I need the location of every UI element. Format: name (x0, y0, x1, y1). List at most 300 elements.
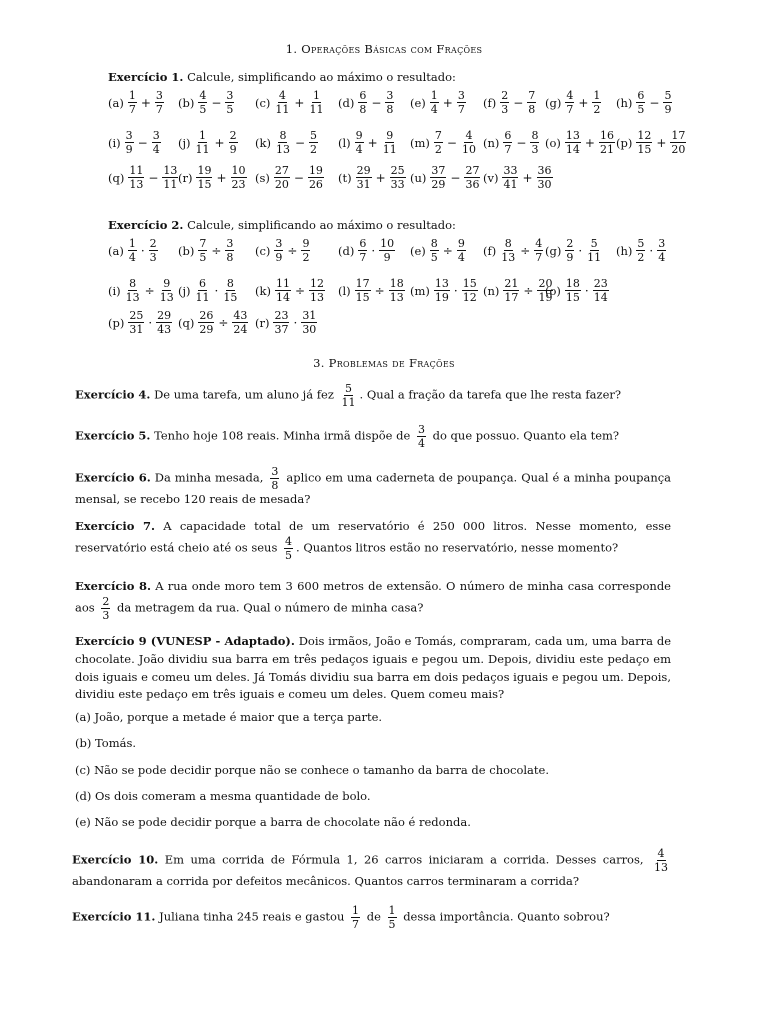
item-label: (d) (338, 95, 355, 110)
fraction (599, 130, 615, 155)
fraction (356, 165, 372, 190)
exercise-7-text-1: A capacidade total de um reservatório é 250 000 litros. Nesse momento, esse reservatório está cheio até os seus (75, 519, 672, 555)
exercise-4-text-2: . Qual a fração da tarefa que lhe resta fazer? (359, 387, 622, 402)
fraction (309, 130, 318, 155)
exercise-11-text-3: dessa importância. Quanto sobrou? (403, 909, 610, 924)
operator: + (578, 95, 589, 110)
numerator: 29 (157, 309, 172, 322)
fraction (636, 130, 652, 155)
denominator: 4 (128, 251, 136, 264)
operator: + (214, 135, 225, 150)
operator: + (656, 135, 667, 150)
numerator: 1 (312, 89, 320, 102)
item-label: (b) (178, 95, 195, 110)
numerator: 3 (417, 423, 425, 436)
denominator: 15 (355, 291, 370, 304)
fraction (657, 238, 666, 263)
fraction (284, 536, 293, 561)
numerator: 29 (356, 164, 371, 177)
numerator: 10 (380, 237, 395, 250)
numerator: 3 (386, 89, 394, 102)
item-label: (f) (483, 95, 497, 110)
exercise-9-option-e: (e) Não se pode decidir porque a barra de chocolate não é redonda. (75, 815, 471, 829)
operator: + (375, 170, 386, 185)
fraction-exercise-item (410, 90, 467, 115)
numerator: 18 (565, 277, 580, 290)
numerator: 3 (271, 465, 279, 478)
operator: − (516, 135, 527, 150)
operator: · (371, 243, 376, 258)
denominator: 9 (125, 143, 133, 156)
operator: · (578, 243, 583, 258)
fraction (461, 130, 477, 155)
item-label: (g) (545, 95, 562, 110)
fraction (388, 905, 397, 930)
denominator: 15 (565, 291, 580, 304)
denominator: 11 (587, 251, 602, 264)
denominator: 9 (566, 251, 574, 264)
numerator: 6 (637, 89, 645, 102)
fraction (417, 424, 426, 449)
denominator: 8 (359, 103, 367, 116)
operator: + (140, 95, 151, 110)
denominator: 30 (537, 178, 552, 191)
fraction-exercise-item (255, 278, 326, 303)
item-label: (c) (255, 243, 271, 258)
denominator: 4 (417, 437, 425, 450)
fraction (275, 130, 291, 155)
exercise-10-label: Exercício 10. (72, 852, 159, 867)
item-label: (p) (108, 315, 125, 330)
fraction-exercise-item (410, 278, 479, 303)
fraction (198, 310, 214, 335)
numerator: 4 (465, 129, 473, 142)
fraction (430, 90, 439, 115)
denominator: 7 (359, 251, 367, 264)
numerator: 5 (637, 237, 645, 250)
numerator: 25 (390, 164, 405, 177)
numerator: 1 (352, 904, 360, 917)
numerator: 4 (566, 89, 574, 102)
numerator: 3 (152, 129, 160, 142)
item-label: (d) (338, 243, 355, 258)
item-label: (g) (545, 243, 562, 258)
operator: · (584, 283, 589, 298)
exercise-2-label: Exercício 2. (108, 218, 184, 232)
denominator: 33 (390, 178, 405, 191)
fraction-exercise-item (545, 90, 602, 115)
denominator: 31 (356, 178, 371, 191)
fraction (565, 90, 574, 115)
numerator: 25 (129, 309, 144, 322)
fraction (196, 165, 212, 190)
fraction-exercise-item (410, 130, 478, 155)
operator: − (450, 170, 461, 185)
exercise-7-label: Exercício 7. (75, 519, 156, 533)
exercise-10-text-1: Em uma corrida de Fórmula 1, 26 carros iniciaram a corrida. Desses carros, (164, 852, 644, 867)
exercise-1-label: Exercício 1. (108, 70, 184, 84)
fraction (430, 238, 439, 263)
operator: · (214, 283, 219, 298)
numerator: 12 (637, 129, 652, 142)
denominator: 41 (503, 178, 518, 191)
numerator: 27 (274, 164, 289, 177)
fraction (341, 383, 357, 408)
denominator: 11 (163, 178, 178, 191)
fraction-exercise-item (338, 238, 396, 263)
exercise-6-text-1: Da minha mesada, (154, 470, 264, 485)
fraction-exercise-item (338, 130, 399, 155)
fraction (351, 905, 360, 930)
operator: − (211, 95, 222, 110)
denominator: 2 (302, 251, 310, 264)
fraction (358, 90, 367, 115)
fraction (382, 130, 398, 155)
item-label: (p) (616, 135, 633, 150)
item-label: (l) (338, 283, 351, 298)
numerator: 20 (538, 277, 553, 290)
numerator: 8 (279, 129, 287, 142)
operator: ÷ (218, 315, 229, 330)
fraction-exercise-item (338, 165, 407, 190)
denominator: 29 (431, 178, 446, 191)
item-label: (e) (410, 243, 426, 258)
operator: ÷ (211, 243, 222, 258)
item-label: (f) (483, 243, 497, 258)
fraction (274, 238, 283, 263)
fraction (155, 90, 164, 115)
denominator: 19 (538, 291, 553, 304)
exercise-5 (75, 424, 671, 449)
numerator: 11 (129, 164, 144, 177)
numerator: 5 (590, 237, 598, 250)
denominator: 13 (129, 178, 144, 191)
numerator: 23 (593, 277, 608, 290)
fraction (159, 278, 175, 303)
fraction (565, 130, 581, 155)
fraction-exercise-item (108, 310, 173, 335)
fraction (653, 848, 669, 873)
numerator: 43 (233, 309, 248, 322)
numerator: 8 (129, 277, 137, 290)
denominator: 2 (434, 143, 442, 156)
fraction-exercise-item (178, 238, 235, 263)
exercise-9-option-a: (a) João, porque a metade é maior que a terça parte. (75, 710, 383, 724)
item-label: (u) (410, 170, 427, 185)
item-label: (r) (255, 315, 270, 330)
denominator: 11 (309, 103, 324, 116)
fraction (128, 310, 144, 335)
numerator: 9 (386, 129, 394, 142)
exercise-4 (75, 383, 671, 408)
numerator: 3 (275, 237, 283, 250)
numerator: 17 (671, 129, 686, 142)
fraction (502, 165, 518, 190)
operator: − (294, 135, 306, 150)
exercise-4-label: Exercício 4. (75, 387, 151, 402)
numerator: 3 (658, 237, 666, 250)
denominator: 9 (383, 251, 391, 264)
numerator: 8 (531, 129, 539, 142)
numerator: 13 (434, 277, 449, 290)
denominator: 3 (501, 103, 509, 116)
denominator: 43 (157, 323, 172, 336)
numerator: 3 (226, 237, 234, 250)
numerator: 13 (163, 164, 178, 177)
exercise-10 (72, 848, 672, 891)
denominator: 36 (465, 178, 480, 191)
fraction (225, 90, 234, 115)
fraction-exercise-item (178, 130, 239, 155)
fraction-exercise-item (616, 130, 687, 155)
numerator: 9 (163, 277, 171, 290)
fraction-exercise-item (108, 90, 165, 115)
denominator: 3 (531, 143, 539, 156)
denominator: 9 (664, 103, 672, 116)
fraction (565, 238, 574, 263)
numerator: 3 (155, 89, 163, 102)
numerator: 6 (199, 277, 207, 290)
exercise-9 (75, 633, 671, 704)
operator: + (584, 135, 595, 150)
numerator: 27 (465, 164, 480, 177)
denominator: 13 (275, 143, 290, 156)
denominator: 5 (199, 103, 207, 116)
denominator: 4 (152, 143, 160, 156)
fraction (503, 278, 519, 303)
exercise-8-label: Exercício 8. (75, 579, 151, 593)
denominator: 24 (233, 323, 248, 336)
fraction (500, 238, 516, 263)
fraction (270, 466, 279, 491)
denominator: 15 (197, 178, 212, 191)
fraction (301, 310, 317, 335)
item-label: (c) (255, 95, 271, 110)
denominator: 4 (457, 251, 465, 264)
numerator: 12 (310, 277, 325, 290)
numerator: 16 (599, 129, 614, 142)
denominator: 2 (593, 103, 601, 116)
fraction (162, 165, 178, 190)
operator: · (148, 315, 153, 330)
item-label: (m) (410, 283, 430, 298)
denominator: 13 (159, 291, 174, 304)
numerator: 2 (566, 237, 574, 250)
denominator: 29 (199, 323, 214, 336)
fraction (128, 238, 137, 263)
fraction (503, 130, 512, 155)
item-label: (s) (255, 170, 270, 185)
operator: − (148, 170, 159, 185)
numerator: 9 (302, 237, 310, 250)
exercise-5-label: Exercício 5. (75, 428, 151, 443)
item-label: (r) (178, 170, 193, 185)
fraction (358, 238, 367, 263)
numerator: 6 (504, 129, 512, 142)
numerator: 8 (430, 237, 438, 250)
exercise-8 (75, 578, 671, 621)
numerator: 5 (310, 129, 318, 142)
fraction (156, 310, 172, 335)
numerator: 31 (302, 309, 317, 322)
denominator: 8 (528, 103, 536, 116)
fraction (125, 130, 134, 155)
fraction-exercise-item (255, 310, 318, 335)
denominator: 14 (593, 291, 608, 304)
fraction (195, 278, 211, 303)
denominator: 19 (434, 291, 449, 304)
fraction-exercise-item (108, 238, 159, 263)
operator: − (649, 95, 660, 110)
fraction (457, 238, 466, 263)
denominator: 7 (504, 143, 512, 156)
fraction (232, 310, 248, 335)
fraction (430, 165, 446, 190)
exercise-6 (75, 466, 671, 509)
fraction (565, 278, 581, 303)
numerator: 8 (226, 277, 234, 290)
denominator: 13 (389, 291, 404, 304)
numerator: 13 (565, 129, 580, 142)
denominator: 7 (566, 103, 574, 116)
fraction-exercise-item (108, 130, 162, 155)
item-label: (t) (338, 170, 352, 185)
fraction-exercise-item (616, 238, 667, 263)
operator: + (367, 135, 378, 150)
exercise-9-label: Exercício 9 (VUNESP - Adaptado). (75, 634, 295, 648)
item-label: (q) (108, 170, 125, 185)
exercise-9-option-b: (b) Tomás. (75, 736, 137, 750)
numerator: 2 (102, 594, 110, 608)
fraction (385, 90, 394, 115)
denominator: 5 (285, 548, 293, 562)
section-title-problemas: 3. Problemas de Frações (313, 356, 455, 370)
numerator: 4 (278, 89, 286, 102)
exercise-11-text-1: Juliana tinha 245 reais e gastou (159, 909, 345, 924)
fraction (149, 238, 158, 263)
denominator: 7 (535, 251, 543, 264)
numerator: 1 (430, 89, 438, 102)
fraction-exercise-item (255, 165, 325, 190)
numerator: 23 (274, 309, 289, 322)
fraction (274, 165, 290, 190)
operator: ÷ (287, 243, 298, 258)
denominator: 7 (128, 103, 136, 116)
numerator: 33 (503, 164, 518, 177)
denominator: 7 (352, 918, 360, 931)
fraction (670, 130, 686, 155)
denominator: 5 (226, 103, 234, 116)
operator: ÷ (523, 283, 534, 298)
denominator: 3 (149, 251, 157, 264)
fraction (301, 238, 310, 263)
exercise-11 (72, 905, 672, 930)
operator: · (649, 243, 654, 258)
fraction (308, 90, 324, 115)
item-label: (h) (616, 243, 633, 258)
denominator: 4 (658, 251, 666, 264)
denominator: 20 (671, 143, 686, 156)
denominator: 11 (382, 143, 397, 156)
numerator: 2 (501, 89, 509, 102)
item-label: (j) (178, 283, 191, 298)
numerator: 18 (389, 277, 404, 290)
fraction-exercise-item (410, 165, 481, 190)
fraction (457, 90, 466, 115)
denominator: 5 (430, 251, 438, 264)
fraction (274, 90, 290, 115)
numerator: 10 (231, 164, 246, 177)
denominator: 30 (302, 323, 317, 336)
fraction-exercise-item (483, 165, 554, 190)
denominator: 23 (231, 178, 246, 191)
operator: + (294, 95, 305, 110)
fraction (636, 238, 645, 263)
item-label: (v) (483, 170, 499, 185)
exercise-9-option-c: (c) Não se pode decidir porque não se conhece o tamanho da barra de chocolate. (75, 763, 549, 777)
denominator: 8 (271, 479, 279, 492)
fraction (222, 278, 238, 303)
item-label: (o) (545, 135, 561, 150)
item-label: (i) (108, 283, 121, 298)
fraction-exercise-item (338, 278, 406, 303)
numerator: 3 (457, 89, 465, 102)
item-label: (j) (178, 135, 191, 150)
operator: · (293, 315, 298, 330)
numerator: 1 (388, 904, 396, 917)
exercise-1-heading (108, 70, 456, 84)
fraction-exercise-item (178, 90, 235, 115)
fraction (390, 165, 406, 190)
item-label: (k) (255, 283, 271, 298)
fraction-exercise-item (178, 165, 248, 190)
numerator: 4 (285, 534, 293, 548)
numerator: 19 (197, 164, 212, 177)
denominator: 5 (388, 918, 396, 931)
fraction (125, 278, 141, 303)
numerator: 1 (128, 237, 136, 250)
denominator: 4 (355, 143, 363, 156)
exercise-1-instruction: Calcule, simplificando ao máximo o resultado: (187, 70, 456, 84)
exercise-8-text-1: A rua onde moro tem 3 600 metros de extensão. O número de minha casa corresponde aos (75, 579, 671, 615)
exercise-6-text-2: aplico em uma caderneta de poupança. Qual é a minha poupança mensal, se recebo 120 reais de mesada? (75, 470, 672, 506)
fraction (308, 165, 324, 190)
item-label: (n) (483, 135, 500, 150)
fraction-exercise-item (108, 165, 179, 190)
numerator: 26 (199, 309, 214, 322)
denominator: 37 (274, 323, 289, 336)
numerator: 1 (128, 89, 136, 102)
denominator: 3 (102, 608, 110, 622)
denominator: 13 (501, 251, 516, 264)
numerator: 4 (657, 847, 665, 860)
exercise-5-text-2: do que possuo. Quanto ela tem? (432, 428, 620, 443)
numerator: 5 (345, 382, 353, 395)
fraction-exercise-item (545, 278, 610, 303)
denominator: 11 (195, 291, 210, 304)
numerator: 7 (528, 89, 536, 102)
exercise-4-text-1: De uma tarefa, um aluno já fez (154, 387, 334, 402)
operator: ÷ (442, 243, 453, 258)
fraction (586, 238, 602, 263)
denominator: 4 (430, 103, 438, 116)
fraction (534, 238, 543, 263)
denominator: 5 (199, 251, 207, 264)
fraction-exercise-item (178, 310, 249, 335)
exercise-9-option-d: (d) Os dois comeram a mesma quantidade de bolo. (75, 789, 371, 803)
numerator: 17 (355, 277, 370, 290)
denominator: 9 (275, 251, 283, 264)
